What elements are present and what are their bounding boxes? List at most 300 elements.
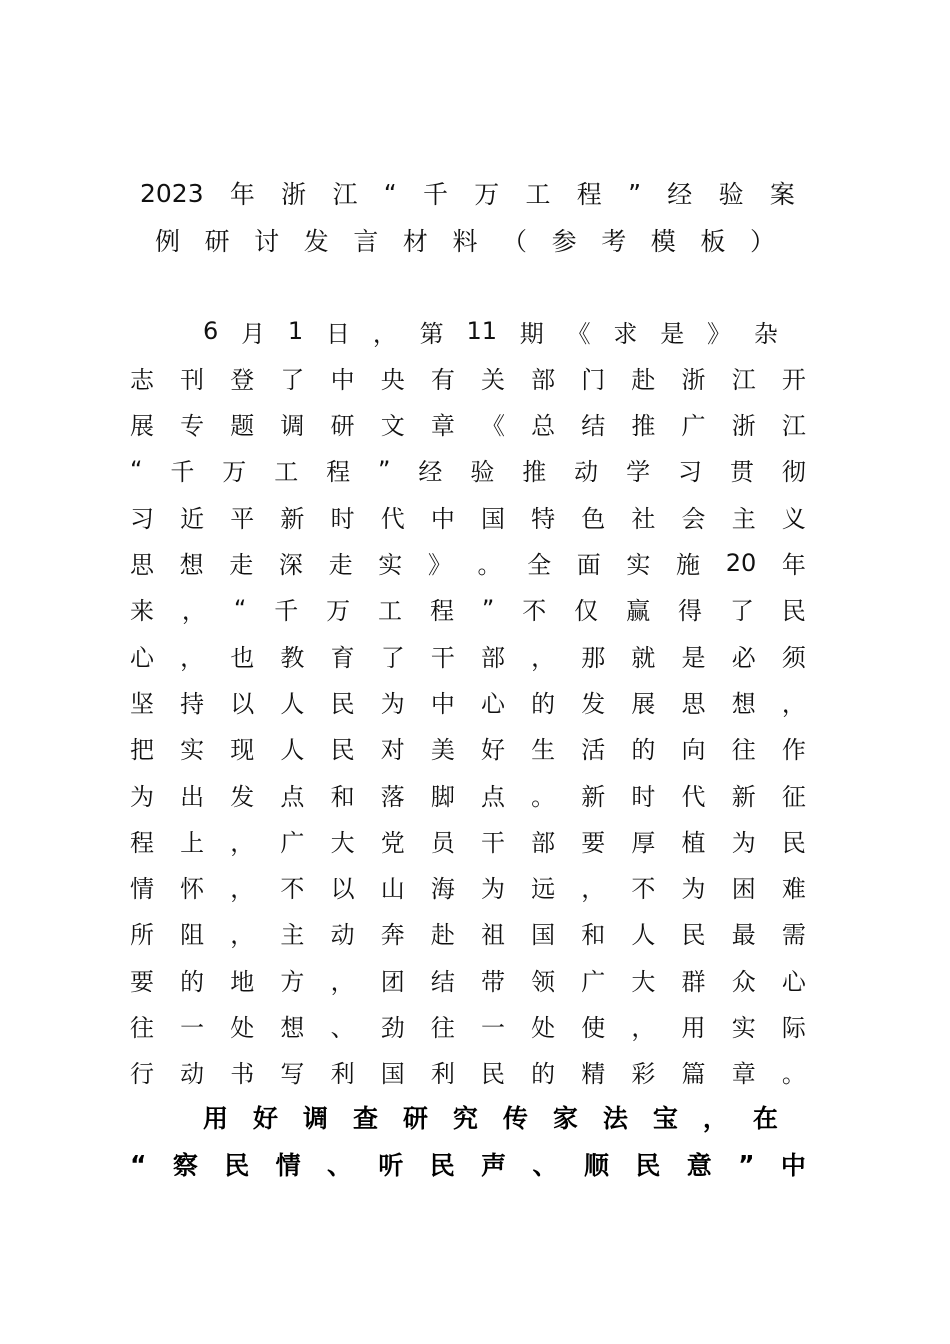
glyph: 点 <box>280 782 305 811</box>
glyph: 广 <box>280 828 305 857</box>
glyph: 江 <box>731 365 756 394</box>
glyph: 民 <box>480 1060 505 1089</box>
glyph: 声 <box>481 1151 507 1180</box>
glyph: 有 <box>430 365 455 394</box>
glyph: 篇 <box>681 1060 706 1089</box>
glyph: 人 <box>631 921 656 950</box>
glyph: 对 <box>380 736 405 765</box>
glyph: 不 <box>522 597 547 626</box>
glyph: 际 <box>781 1014 806 1042</box>
glyph: 板 <box>700 227 726 256</box>
glyph: ， <box>631 1014 656 1042</box>
glyph: 时 <box>330 504 355 533</box>
glyph: 海 <box>430 875 455 904</box>
glyph: 动 <box>180 1060 205 1089</box>
glyph: 须 <box>781 643 806 672</box>
glyph: 美 <box>430 736 455 765</box>
glyph: 习 <box>678 458 703 487</box>
glyph: 浙 <box>681 365 706 394</box>
title-line <box>155 222 775 258</box>
glyph: 展 <box>631 689 656 718</box>
glyph: 研 <box>204 227 230 256</box>
glyph: 程 <box>576 180 602 209</box>
glyph: 干 <box>480 828 505 857</box>
glyph: 需 <box>781 921 806 950</box>
glyph: 山 <box>380 875 405 904</box>
glyph: 往 <box>130 1014 154 1042</box>
glyph: 章 <box>430 412 455 441</box>
glyph: 主 <box>280 921 305 950</box>
glyph: 主 <box>731 504 756 533</box>
glyph: 要 <box>130 967 154 996</box>
glyph: 社 <box>631 504 656 533</box>
glyph: 刊 <box>180 365 205 394</box>
glyph: 万 <box>326 597 351 626</box>
glyph: ” <box>738 1149 755 1179</box>
glyph: 千 <box>170 458 195 487</box>
glyph: 书 <box>230 1060 255 1089</box>
body-line <box>130 915 806 951</box>
glyph: 平 <box>230 504 255 533</box>
glyph: 代 <box>681 782 706 811</box>
glyph: 专 <box>180 412 205 441</box>
glyph: 情 <box>275 1151 301 1180</box>
glyph: 国 <box>531 921 556 950</box>
glyph: 发 <box>581 689 606 718</box>
glyph: “ <box>130 455 143 484</box>
glyph: 、 <box>330 1014 355 1042</box>
glyph: 党 <box>380 828 405 857</box>
glyph: 国 <box>380 1060 405 1089</box>
glyph: 育 <box>330 643 355 672</box>
glyph: 月 <box>241 319 266 348</box>
body-line <box>130 637 806 673</box>
glyph: 为 <box>480 875 505 904</box>
glyph: ， <box>230 921 255 950</box>
glyph: 。 <box>531 782 556 811</box>
glyph: 言 <box>353 227 379 256</box>
glyph: 》 <box>707 319 732 348</box>
glyph: 上 <box>180 828 205 857</box>
glyph: 赢 <box>626 597 651 626</box>
glyph: 行 <box>130 1060 154 1089</box>
glyph: 程 <box>326 458 351 487</box>
glyph: 来 <box>130 597 154 626</box>
glyph: 心 <box>480 689 505 718</box>
glyph: 处 <box>230 1014 255 1042</box>
body-line <box>130 730 806 766</box>
glyph: 特 <box>531 504 556 533</box>
glyph: 方 <box>280 967 305 996</box>
glyph: 民 <box>224 1151 250 1180</box>
body-line <box>130 1054 806 1090</box>
glyph: 那 <box>581 643 606 672</box>
glyph: 把 <box>130 736 154 765</box>
glyph: 章 <box>731 1060 756 1089</box>
glyph: 工 <box>274 458 299 487</box>
glyph: 讨 <box>254 227 280 256</box>
glyph: ， <box>180 643 205 672</box>
glyph: 、 <box>532 1151 558 1180</box>
glyph: 作 <box>781 736 806 765</box>
glyph: 民 <box>781 597 806 626</box>
glyph: 新 <box>581 782 606 811</box>
glyph: 题 <box>230 412 255 441</box>
glyph: 在 <box>752 1104 778 1133</box>
glyph: 众 <box>731 967 756 996</box>
glyph: 实 <box>731 1014 756 1042</box>
glyph: 现 <box>230 736 255 765</box>
glyph: 察 <box>172 1151 198 1180</box>
glyph: 义 <box>781 504 806 533</box>
glyph: 验 <box>470 458 495 487</box>
glyph: 了 <box>380 643 405 672</box>
body-line <box>130 961 806 997</box>
glyph: 动 <box>330 921 355 950</box>
glyph: 会 <box>681 504 706 533</box>
body-line <box>130 545 806 581</box>
glyph: 了 <box>280 365 305 394</box>
glyph: 走 <box>328 551 353 579</box>
glyph: 实 <box>626 551 651 579</box>
glyph: 员 <box>430 828 455 857</box>
glyph: 研 <box>330 412 355 441</box>
glyph: 年 <box>229 180 255 209</box>
glyph: 浙 <box>281 180 307 209</box>
glyph: 》 <box>427 551 452 579</box>
glyph: 大 <box>330 828 355 857</box>
glyph: 活 <box>581 736 606 765</box>
glyph: 征 <box>781 782 806 811</box>
glyph: 志 <box>130 365 154 394</box>
glyph: ” <box>481 594 495 623</box>
glyph: 是 <box>660 319 685 348</box>
glyph: 杂 <box>753 319 778 348</box>
glyph: 怀 <box>180 875 205 904</box>
glyph: 江 <box>332 180 358 209</box>
glyph: 结 <box>430 967 455 996</box>
glyph: 万 <box>222 458 247 487</box>
glyph: 材 <box>402 227 428 256</box>
heading-line <box>203 1099 778 1135</box>
glyph: 习 <box>130 504 154 533</box>
glyph: 代 <box>380 504 405 533</box>
glyph: ， <box>781 689 806 718</box>
body-line <box>130 1008 806 1044</box>
glyph: 民 <box>781 828 806 857</box>
glyph: 千 <box>422 180 448 209</box>
glyph: 困 <box>731 875 756 904</box>
glyph: 听 <box>378 1151 404 1180</box>
body-line <box>130 869 806 905</box>
glyph: 民 <box>429 1151 455 1180</box>
glyph: 经 <box>418 458 443 487</box>
glyph: 调 <box>280 412 305 441</box>
glyph: 2023 <box>140 178 204 208</box>
glyph: 用 <box>203 1104 229 1133</box>
glyph: 究 <box>452 1104 478 1133</box>
glyph: ） <box>749 227 775 256</box>
body-line <box>130 452 806 488</box>
glyph: 实 <box>180 736 205 765</box>
glyph: 民 <box>330 689 355 718</box>
glyph: 往 <box>430 1014 455 1042</box>
glyph: 带 <box>480 967 505 996</box>
glyph: ， <box>702 1104 728 1133</box>
glyph: 近 <box>180 504 205 533</box>
glyph: 赴 <box>430 921 455 950</box>
glyph: 以 <box>330 875 355 904</box>
glyph: 色 <box>581 504 606 533</box>
glyph: 期 <box>519 319 544 348</box>
glyph: 以 <box>230 689 255 718</box>
glyph: 结 <box>581 412 606 441</box>
glyph: “ <box>383 178 397 208</box>
glyph: “ <box>233 594 247 623</box>
glyph: 了 <box>729 597 754 626</box>
glyph: 彻 <box>781 458 806 487</box>
glyph: 部 <box>531 828 556 857</box>
glyph: 例 <box>155 227 181 256</box>
glyph: 面 <box>576 551 601 579</box>
glyph: 赴 <box>631 365 656 394</box>
glyph: 好 <box>480 736 505 765</box>
glyph: 为 <box>130 782 154 811</box>
glyph: 千 <box>274 597 299 626</box>
glyph: 江 <box>781 412 806 441</box>
glyph: 群 <box>681 967 706 996</box>
body-line <box>130 683 806 719</box>
glyph: ， <box>230 875 255 904</box>
glyph: 利 <box>430 1060 455 1089</box>
glyph: 祖 <box>480 921 505 950</box>
glyph: 。 <box>477 551 502 579</box>
glyph: “ <box>130 1149 147 1179</box>
glyph: 地 <box>230 967 255 996</box>
glyph: （ <box>502 227 528 256</box>
glyph: 思 <box>681 689 706 718</box>
glyph: 持 <box>180 689 205 718</box>
glyph: 经 <box>667 180 693 209</box>
glyph: 程 <box>429 597 454 626</box>
glyph: 中 <box>430 504 455 533</box>
glyph: 和 <box>581 921 606 950</box>
glyph: ” <box>628 178 642 208</box>
glyph: 工 <box>378 597 403 626</box>
glyph: 和 <box>330 782 355 811</box>
glyph: 《 <box>566 319 591 348</box>
glyph: 想 <box>731 689 756 718</box>
glyph: 家 <box>552 1104 578 1133</box>
glyph: 部 <box>531 365 556 394</box>
glyph: 意 <box>686 1151 712 1180</box>
body-line <box>130 498 806 534</box>
glyph: 团 <box>380 967 405 996</box>
body-line <box>203 313 778 349</box>
glyph: 浙 <box>731 412 756 441</box>
glyph: 广 <box>581 967 606 996</box>
glyph: 干 <box>430 643 455 672</box>
glyph: 程 <box>130 828 154 857</box>
glyph: 想 <box>179 551 204 579</box>
glyph: 是 <box>681 643 706 672</box>
glyph: 《 <box>480 412 505 441</box>
glyph: 劲 <box>380 1014 405 1042</box>
glyph: 落 <box>380 782 405 811</box>
glyph: 的 <box>631 736 656 765</box>
glyph: ， <box>531 643 556 672</box>
glyph: 实 <box>378 551 403 579</box>
glyph: 厚 <box>631 828 656 857</box>
glyph: 1 <box>287 317 304 345</box>
glyph: 植 <box>681 828 706 857</box>
glyph: 中 <box>330 365 355 394</box>
glyph: 所 <box>130 921 154 950</box>
glyph: 用 <box>681 1014 706 1042</box>
glyph: 验 <box>718 180 744 209</box>
glyph: 思 <box>130 551 154 579</box>
glyph: 人 <box>280 689 305 718</box>
body-line <box>130 822 806 858</box>
glyph: 点 <box>480 782 505 811</box>
glyph: 开 <box>781 365 806 394</box>
glyph: 。 <box>781 1060 806 1089</box>
glyph: 参 <box>551 227 577 256</box>
glyph: 往 <box>731 736 756 765</box>
glyph: 部 <box>480 643 505 672</box>
glyph: 门 <box>581 365 606 394</box>
glyph: 关 <box>480 365 505 394</box>
glyph: 央 <box>380 365 405 394</box>
glyph: 得 <box>678 597 703 626</box>
glyph: 一 <box>180 1014 205 1042</box>
glyph: 工 <box>525 180 551 209</box>
glyph: 要 <box>581 828 606 857</box>
glyph: 20 <box>725 548 757 577</box>
glyph: 时 <box>631 782 656 811</box>
glyph: 心 <box>781 967 806 996</box>
glyph: 法 <box>602 1104 628 1133</box>
body-line <box>130 406 806 442</box>
glyph: 文 <box>380 412 405 441</box>
glyph: 推 <box>522 458 547 487</box>
glyph: 走 <box>229 551 254 579</box>
glyph: 年 <box>781 551 806 579</box>
glyph: ， <box>581 875 606 904</box>
glyph: 考 <box>601 227 627 256</box>
glyph: 学 <box>626 458 651 487</box>
glyph: 日 <box>326 319 350 348</box>
glyph: 一 <box>480 1014 505 1042</box>
glyph: 仅 <box>574 597 599 626</box>
glyph: 民 <box>681 921 706 950</box>
glyph: 第 <box>419 319 444 348</box>
glyph: 难 <box>781 875 806 904</box>
glyph: 料 <box>452 227 478 256</box>
glyph: 求 <box>613 319 638 348</box>
glyph: 广 <box>681 412 706 441</box>
glyph: 推 <box>631 412 656 441</box>
glyph: 总 <box>531 412 556 441</box>
glyph: 、 <box>326 1151 352 1180</box>
glyph: 处 <box>531 1014 556 1042</box>
glyph: 查 <box>352 1104 378 1133</box>
glyph: 调 <box>302 1104 328 1133</box>
glyph: 民 <box>330 736 355 765</box>
glyph: 不 <box>631 875 656 904</box>
body-line <box>130 776 806 812</box>
glyph: 万 <box>474 180 500 209</box>
glyph: 也 <box>230 643 255 672</box>
glyph: 国 <box>480 504 505 533</box>
glyph: 研 <box>402 1104 428 1133</box>
heading-line <box>130 1146 806 1182</box>
glyph: 为 <box>380 689 405 718</box>
glyph: 领 <box>531 967 556 996</box>
title-line <box>140 175 795 211</box>
glyph: 必 <box>731 643 756 672</box>
glyph: 施 <box>676 551 701 579</box>
glyph: 人 <box>280 736 305 765</box>
glyph: 想 <box>280 1014 305 1042</box>
glyph: 使 <box>581 1014 606 1042</box>
glyph: 案 <box>769 180 795 209</box>
glyph: 民 <box>635 1151 661 1180</box>
glyph: 发 <box>303 227 329 256</box>
glyph: ” <box>378 455 391 484</box>
body-line <box>130 591 806 627</box>
glyph: 奔 <box>380 921 405 950</box>
glyph: 发 <box>230 782 255 811</box>
glyph: 精 <box>581 1060 606 1089</box>
glyph: 生 <box>531 736 556 765</box>
glyph: 最 <box>731 921 756 950</box>
glyph: 不 <box>280 875 305 904</box>
glyph: 写 <box>280 1060 305 1089</box>
glyph: 深 <box>278 551 303 579</box>
glyph: 就 <box>631 643 656 672</box>
glyph: 利 <box>330 1060 355 1089</box>
glyph: 远 <box>531 875 556 904</box>
glyph: 登 <box>230 365 255 394</box>
glyph: 情 <box>130 875 154 904</box>
glyph: 6 <box>203 317 219 345</box>
glyph: 的 <box>180 967 205 996</box>
glyph: 心 <box>130 643 154 672</box>
glyph: 好 <box>252 1104 278 1133</box>
glyph: 大 <box>631 967 656 996</box>
glyph: 中 <box>430 689 455 718</box>
glyph: 宝 <box>652 1104 678 1133</box>
glyph: 的 <box>531 689 556 718</box>
glyph: 顺 <box>583 1151 609 1180</box>
glyph: 为 <box>681 875 706 904</box>
glyph: 的 <box>531 1060 556 1089</box>
glyph: 坚 <box>130 689 154 718</box>
glyph: 全 <box>527 551 552 579</box>
glyph: 模 <box>650 227 676 256</box>
glyph: 传 <box>502 1104 528 1133</box>
glyph: ， <box>372 319 397 348</box>
glyph: 11 <box>466 317 497 345</box>
glyph: 出 <box>180 782 205 811</box>
glyph: ， <box>230 828 255 857</box>
body-line <box>130 359 806 395</box>
glyph: 贯 <box>729 458 754 487</box>
glyph: 中 <box>780 1151 806 1180</box>
glyph: 脚 <box>430 782 455 811</box>
glyph: 教 <box>280 643 305 672</box>
